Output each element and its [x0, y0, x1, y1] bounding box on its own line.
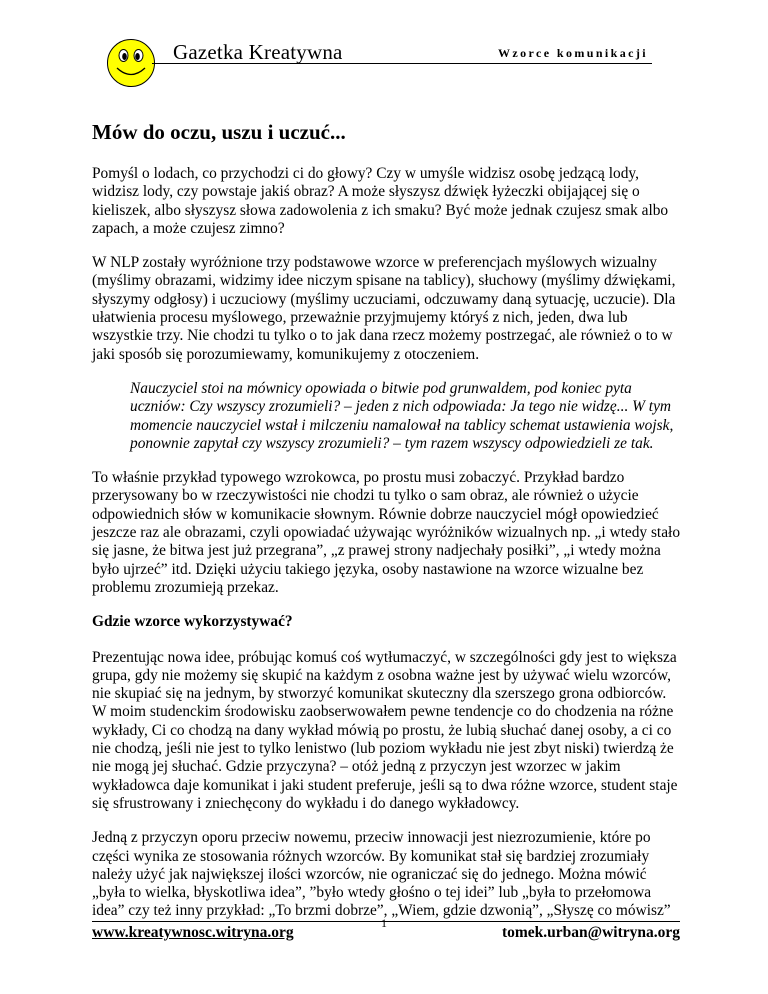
article-title: Mów do oczu, uszu i uczuć... — [92, 120, 346, 144]
footer-website-link[interactable]: www.kreatywnosc.witryna.org — [92, 924, 294, 941]
paragraph-2: W NLP zostały wyróżnione trzy podstawowe wzorce w preferencjach myślowych wizualny (myślimy obrazami, widzimy idee niczym spisane na tablicy), słuchowy (myślimy dźwiękami, słyszymy odgłosy) i uczuciowy (myślimy uczuciami, odczuwamy daną sytuację, uczucie). Dla ułatwienia procesu myślowego, przeważnie przyjmujemy któryś z nich, jeden, dwa lub wszystkie trzy. Nie chodzi tu tylko o to jak dana rzecz możemy postrzegać, ale również o to w jaki sposób się porozumiewamy, komunikujemy z otoczeniem. — [92, 254, 676, 363]
paragraph-1: Pomyśl o lodach, co przychodzi ci do głowy? Czy w umyśle widzisz osobę jedzącą lody, widzisz lody, czy powstaje jakiś obraz? A może słyszysz dźwięk łyżeczki obijającej się o kieliszek, albo słyszysz słowa zadowolenia z ich smaku? Być może jednak czujesz smak albo zapach, a może czujesz zimno? — [92, 165, 669, 237]
page-number: 1 — [381, 916, 387, 930]
footer-email[interactable]: tomek.urban@witryna.org — [501, 924, 680, 941]
paragraph-5: Jedną z przyczyn oporu przeciw nowemu, przeciw innowacji jest niezrozumienie, które po części wynika ze stosowania różnych wzorców. By komunikat stał się bardziej zrozumiały należy użyć jak największej ilości wzorców, nie ograniczać się do jednego. Można mówić „była to wielka, błyskotliwa idea”, ”było wtedy głośno o tej idei” lub „była to przełomowa idea” czy też inny przykład: „To brzmi dobrze”, „Wiem, gdzie dzwonią”, „Słyszę co mówisz” — [92, 829, 671, 920]
smiley-face-icon — [106, 38, 156, 88]
section-name: Wzorce komunikacji — [498, 46, 648, 60]
section-subheading: Gdzie wzorce wykorzystywać? — [92, 613, 293, 631]
paragraph-4: Prezentując nowa idee, próbując komuś coś wytłumaczyć, w szczególności gdy jest to większa grupa, gdy nie możemy się skupić na każdym z osobna ważne jest by używać wielu wzorców, nie skupiać się na jednym, by stworzyć komunikat skuteczny dla szerszego grona odbiorców. W moim studenckim środowisku zaobserwowałem pewne tendencje co do chodzenia na różne wykłady, Ci co chodzą na dany wykład mówią po prostu, że lubią słuchać danej osoby, a ci co nie chodzą, jeśli nie jest to tylko lenistwo (lub poziom wykładu nie jest zbyt niski) twierdzą że nie mogą jej słuchać. Gdzie przyczyna? – otóż jedną z przyczyn jest wzorzec w jakim wykładowca daje komunikat i jaki student preferuje, jeśli są to dwa różne wzorce, student staje się sfrustrowany i zniechęcony do wykładu i do danego wykładowcy. — [92, 648, 678, 812]
publication-title: Gazetka Kreatywna — [173, 40, 343, 64]
article-body — [92, 120, 682, 937]
quote-paragraph: Nauczyciel stoi na mównicy opowiada o bitwie pod grunwaldem, pod koniec pyta uczniów: Czy wszyscy zrozumieli? – jeden z nich odpowiada: Ja tego nie widzę... W tym momencie nauczyciel wstał i milczeniu namalował na tablicy schemat ustawienia wojsk, ponownie zapytał czy wszyscy zrozumieli? – tym razem wszyscy odpowiedzieli ze tak. — [130, 379, 674, 452]
header-divider — [152, 63, 652, 64]
paragraph-3: To właśnie przykład typowego wzrokowca, po prostu musi zobaczyć. Przykład bardzo przerysowany bo w rzeczywistości nie chodzi tu tylko o sam obraz, ale również o użycie odpowiednich słów w komunikacie słownym. Równie dobrze nauczyciel mógł opowiedzieć jeszcze raz ale obrazami, czyli opowiadać używając wyróżników wizualnych np. „i wtedy stało się jasne, że bitwa jest już przegrana”, „z prawej strony nadjechały posiłki”, „i wtedy można było ujrzeć” itd. Dzięki użyciu takiego języka, osoby nastawione na wzorce wizualne bez problemu zrozumieją przekaz. — [92, 469, 681, 596]
